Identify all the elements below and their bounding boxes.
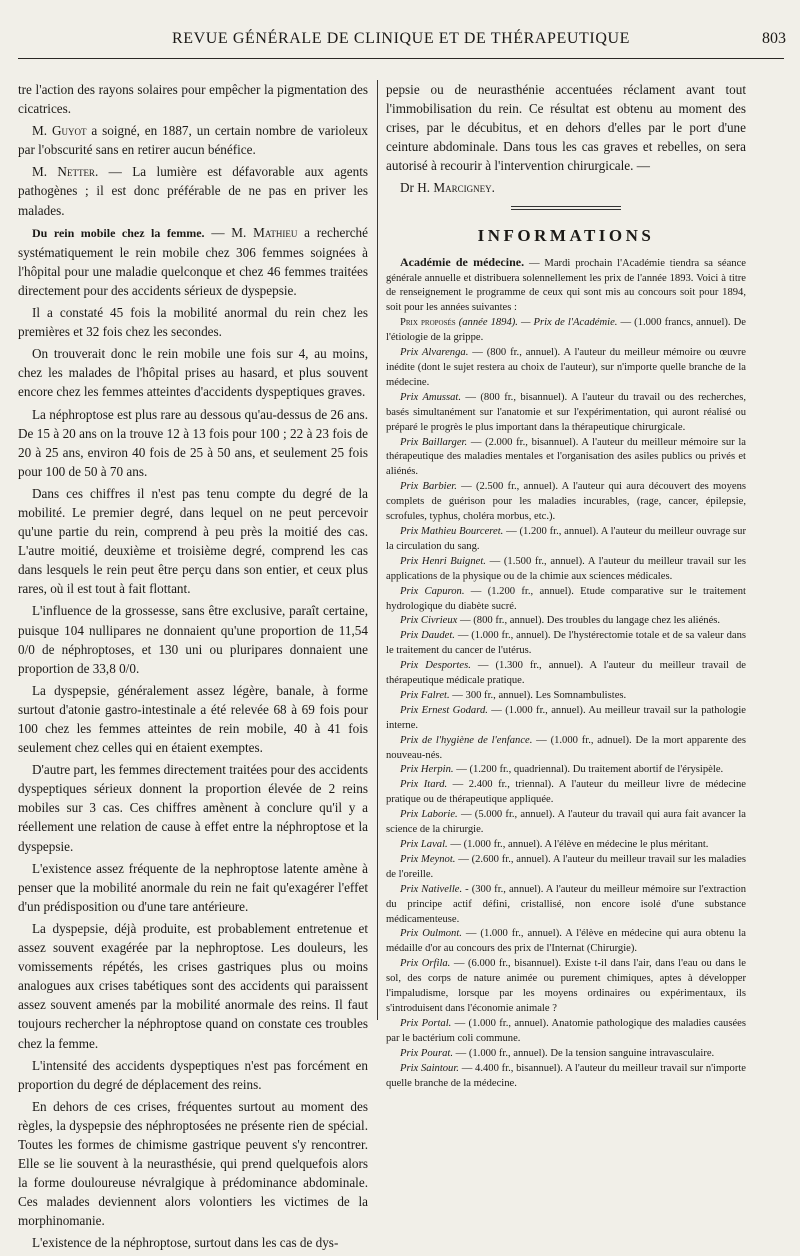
prize-name: Prix Mathieu Bourceret. <box>400 525 504 537</box>
section-lead: Du rein mobile chez la femme. <box>32 225 205 240</box>
paragraph <box>18 121 368 159</box>
prize-name: Prix Laborie. <box>400 809 458 821</box>
prize-description: — (1.000 fr., annuel). De la tension sanguine intravasculaire. <box>452 1047 715 1059</box>
prize-description: — (1.000 fr., annuel). A l'élève en médecine le plus méritant. <box>447 839 709 850</box>
prize-description: — (1.300 fr., annuel). A l'auteur du meilleur travail de thérapeutique médicale pratique. <box>386 660 746 687</box>
text: — La lumière est défavorable aux agents pathogènes ; il est donc préférable de ne pas en priver les malades. <box>18 164 368 218</box>
prize-description: — (1.000 fr., annuel). De l'hystérectomie totale et de sa valeur dans le traitement du cancer de l'utérus. <box>386 630 746 657</box>
prize-name: Prix Portal. <box>400 1017 452 1029</box>
prize-name: Prix Amussat. <box>400 391 461 403</box>
prize-name: Prix Alvarenga. <box>400 347 469 359</box>
prize-name: Prix Henri Buignet. <box>400 555 486 567</box>
prize-entry <box>386 391 746 436</box>
prize-description: — (2.500 fr., annuel). A l'auteur qui aura découvert des moyens complets de guérison pour les maladies incurables, (rage, cancer, épilepsie, scrofules, typhus, choléra morbus, etc.). <box>386 481 746 523</box>
prize-name: Prix Nativelle. <box>400 883 463 895</box>
prize-name: Prix Orfila. <box>400 958 451 970</box>
prize-entry <box>386 838 746 853</box>
paragraph: L'existence assez fréquente de la nephroptose latente amène à penser que la mobilité anormale du rein ne fait qu'exagérer l'effet d'un prédisposition ou d'une tare antérieure. <box>18 860 368 914</box>
paragraph: La dyspepsie, généralement assez légère, banale, à forme surtout d'atonie gastro-intestinale a été relevée 68 à 69 fois pour 100 chez les femmes atteintes de rein mobile, 40 à 41 fois seulement chez celles qui en étaient exemptes. <box>18 682 368 756</box>
prize-name: Prix Baillarger. <box>400 436 468 448</box>
journal-title: REVUE GÉNÉRALE DE CLINIQUE ET DE THÉRAPEUTIQUE <box>171 30 631 47</box>
left-column <box>18 80 368 1256</box>
prize-entry <box>386 927 746 957</box>
prize-description: — (2.600 fr., annuel). A l'auteur du meilleur travail sur les maladies de l'oreille. <box>386 853 746 880</box>
paragraph: On trouverait donc le rein mobile une fois sur 4, au moins, chez les malades de l'hôpital prises au hasard, et plus souvent encore chez les femmes atteintes d'accidents dyspeptiques graves. <box>18 346 368 400</box>
section-lead: Académie de médecine. <box>400 254 525 269</box>
prize-entry <box>386 436 746 481</box>
prize-name: Prix Falret. <box>400 689 450 701</box>
text: a soigné, en 1887, un certain nombre de varioleux par l'obscurité sans en retirer aucun bénéfice. <box>18 123 368 158</box>
separator-rule <box>511 206 621 210</box>
right-column <box>386 80 746 1091</box>
prize-description: — (800 fr., annuel). A l'auteur du meilleur mémoire ou œuvre inédite (dont le sujet restera au choix de l'auteur), sur n'importe quelle branche de la médecine. <box>386 347 746 388</box>
prize-description: — 4.400 fr., bisannuel). A l'auteur du meilleur travail sur n'importe quelle branche de la médecine. <box>386 1062 746 1089</box>
prize-entry <box>386 763 746 778</box>
paragraph: La dyspepsie, déjà produite, est probablement entretenue et assez souvent exagérée par la nephroptose. Les douleurs, les vomissements répétés, les crises gastriques plus ou moins analogues aux crises tabétiques sont des accidents qui paraissent assez souvent amenés par la mobilité anormale des reins. Il faut toujours rechercher la néphroptose quand on constate ces troubles chez la femme. <box>18 920 368 1051</box>
paragraph: L'intensité des accidents dyspeptiques n'est pas forcément en proportion du degré de déplacement des reins. <box>18 1057 368 1092</box>
page-number: 803 <box>762 30 786 47</box>
running-header <box>16 30 786 50</box>
paragraph <box>18 223 368 300</box>
prize-entry <box>386 555 746 585</box>
prize-subtitle: (année 1894). — Prix de l'Académie. <box>455 317 618 329</box>
text: — M. <box>204 224 254 240</box>
prize-name: Prix Meynot. <box>400 853 456 865</box>
prize-name: Prix Itard. <box>400 779 448 791</box>
prize-entry <box>386 1017 746 1047</box>
prize-entry <box>386 734 746 764</box>
prize-description: — (1.200 fr., quadriennal). Du traitement abortif de l'érysipèle. <box>453 764 724 776</box>
prize-description: — (1.000 fr., annuel). Anatomie pathologique des maladies causées par le bactérium coli commune. <box>386 1017 746 1044</box>
text: M. <box>32 123 52 139</box>
paragraph: D'autre part, les femmes directement traitées pour des accidents dyspeptiques sérieux donnent la proportion élevée de 2 reins mobiles sur 3 cas. Ces chiffres amènent à conclure qu'il y a réellement une relation de cause à effet entre la néphroptose et la dyspepsie. <box>18 762 368 854</box>
prize-name: Prix Civrieux <box>400 615 458 627</box>
prize-name: Prix Herpin. <box>400 764 454 776</box>
prize-description: — (800 fr., annuel). Des troubles du langage chez les aliénés. <box>457 615 721 627</box>
paragraph: L'influence de la grossesse, sans être exclusive, paraît certaine, puisque 104 nullipares ne donnaient qu'une proportion de 11,54 0/0 de néphroptoses, et 130 uni ou pluripares donnaient une proportion de 33,8 0/0. <box>18 603 368 676</box>
author-name: Marcigney. <box>433 180 495 196</box>
prize-name: Prix Daudet. <box>400 630 455 642</box>
prize-entry <box>386 585 746 615</box>
prize-description: - (300 fr., annuel). A l'auteur du meilleur mémoire sur l'extraction du principe actif défini, cristallisé, non encore isolé d'une substance médicamenteuse. <box>386 883 746 925</box>
prize-list <box>386 316 746 1091</box>
text: Dr H. <box>400 180 434 196</box>
text: M. <box>32 164 58 180</box>
informations-body <box>386 255 746 1092</box>
prize-entry <box>386 778 746 808</box>
text: a recherché systématiquement le rein mobile chez 306 femmes soignées à l'hôpital pour une maladie quelconque et chez 46 femmes traitées directement pour des accidents sérieux de dyspepsie. <box>18 224 369 298</box>
prize-description: — (1.000 fr., adnuel). De la mort apparente des nouveau-nés. <box>386 734 746 761</box>
prize-description: — (1.000 francs, annuel). De l'étiologie de la grippe. <box>386 317 746 344</box>
prize-entry <box>386 346 746 391</box>
prize-description: — 2.400 fr., triennal). A l'auteur du meilleur livre de médecine pratique ou de thérapeutique appliquée. <box>386 779 746 806</box>
paragraph <box>18 162 368 219</box>
column-divider <box>377 80 378 1020</box>
prize-entry <box>386 689 746 704</box>
paragraph: L'existence de la néphroptose, surtout dans les cas de dys- <box>32 1235 339 1251</box>
prize-entry <box>386 525 746 555</box>
prize-description: — (1.200 fr., annuel). Etude comparative sur le traitement hydrologique du diabète sucré. <box>386 585 746 612</box>
prize-entry <box>386 629 746 659</box>
prize-name: Prix Barbier. <box>400 481 457 493</box>
prize-name: Prix Desportes. <box>400 660 471 672</box>
prize-description: — 300 fr., annuel). Les Somnambulistes. <box>449 689 627 701</box>
prize-description: — (5.000 fr., annuel). A l'auteur du travail qui aura fait avancer la science de la chirurgie. <box>386 809 747 836</box>
paragraph: pepsie ou de neurasthénie accentuées réclament avant tout l'immobilisation du rein. Ce résultat est obtenu au moment des crises, par le décubitus, et en dehors d'elles par le port d'une ceinture abdominale. Dans tous les cas graves et rebelles, on sera autorisé à recourir à l'intervention chirurgicale. — <box>386 82 746 174</box>
section-heading: INFORMATIONS <box>477 225 655 245</box>
prize-entry <box>386 1047 746 1062</box>
paragraph: Dans ces chiffres il n'est pas tenu compte du degré de la mobilité. Le premier degré, dans lequel on ne peut percevoir qu'une partie du rein, comprend à peu près la moitié des cas. L'autre moitié, deuxième et troisième degré, comprend les cas dans lesquels le rein peut être perçu dans son entier, et ceux plus rares, où il est tout à fait flottant. <box>18 485 368 597</box>
paragraph: La néphroptose est plus rare au dessous qu'au-dessus de 26 ans. De 15 à 20 ans on la trouve 12 à 13 fois pour 100 ; 22 à 23 fois de 20 à 25 ans, environ 40 fois de 25 à 50 ans, et seulement 25 fois pour 100 de 50 à 70 ans. <box>18 406 368 479</box>
prize-entry <box>386 659 746 689</box>
author-name: Mathieu <box>253 224 298 240</box>
prize-description: — (2.000 fr., bisannuel). A l'auteur du meilleur mémoire sur la thérapeutique des maladies mentales et l'organisation des asiles publics ou privés et aliénés. <box>386 436 747 478</box>
prize-description: — (1.200 fr., annuel). A l'auteur du meilleur ouvrage sur la circulation du sang. <box>386 525 747 552</box>
prize-entry <box>386 808 746 838</box>
header-rule <box>18 58 784 59</box>
prize-entry <box>386 704 746 734</box>
paragraph: Il a constaté 45 fois la mobilité anormal du rein chez les premières et 32 fois chez les secondes. <box>18 305 368 340</box>
paragraph: tre l'action des rayons solaires pour empêcher la pigmentation des cicatrices. <box>18 82 368 117</box>
prize-name: Prix de l'hygiène de l'enfance. <box>400 734 533 746</box>
prize-name: Prix Saintour. <box>400 1062 459 1074</box>
prize-description: — (1.000 fr., annuel). A l'élève en médecine qui aura obtenu la médaille d'or au concours des prix de l'Internat (Chirurgie). <box>386 928 746 955</box>
prize-description: — (800 fr., bisannuel). A l'auteur du travail ou des recherches, basés simultanément sur l'anatomie et sur l'expérimentation, qui auront réalisé ou préparé le progrès le plus important dans la thérapeutique chirurgicale. <box>386 391 746 433</box>
prize-entry <box>386 480 746 525</box>
prize-entry <box>386 614 746 629</box>
signature <box>386 178 746 197</box>
prize-name: Prix Laval. <box>400 839 448 850</box>
prize-entry <box>386 957 746 1017</box>
prize-name: Prix Oulmont. <box>400 928 462 940</box>
author-name: Guyot <box>51 123 87 139</box>
prize-description: — (1.500 fr., annuel). A l'auteur du meilleur travail sur les applications de la physique ou de la chimie aux sciences médicales. <box>386 555 746 582</box>
prize-entry <box>386 853 746 883</box>
prize-entry <box>386 883 746 928</box>
text: — Mardi prochain l'Académie tiendra sa séance générale annuelle et distribuera solennellement les prix de l'année 1893. Voici à titre de renseignement le programme de ceux qui sont mis au concours soit pour 1894, soit pour les années suivantes : <box>386 257 747 314</box>
author-name: Netter. <box>57 164 99 180</box>
prize-entry <box>386 316 746 346</box>
prize-description: — (1.000 fr., annuel). Au meilleur travail sur la pathologie interne. <box>386 704 746 731</box>
prize-name: Prix Pourat. <box>400 1047 453 1059</box>
prize-name: Prix Capuron. <box>400 585 465 597</box>
prize-name: Prix proposés <box>400 317 456 329</box>
prize-name: Prix Ernest Godard. <box>400 704 488 716</box>
paragraph: En dehors de ces crises, fréquentes surtout au moment des règles, la dyspepsie des néphroptosées ne présente rien de spécial. Toutes les formes de chimisme gastrique peuvent s'y rencontrer. Elle se lie souvent à la neurasthésie, qui prend quelquefois alors la forme douloureuse névralgique à prédominance abdominale. Ces malades deviennent alors volontiers les victimes de la morphinomanie. <box>18 1098 368 1229</box>
paragraph <box>386 255 746 317</box>
prize-description: — (6.000 fr., bisannuel). Existe t-il dans l'air, dans l'eau ou dans le sol, des corps de nature animée ou purement chimiques, aptes à développer l'impaludisme, lorsque par les moyens ordinaires ou expérimentaux, ils s'introduisent dans l'économie animale ? <box>386 958 746 1014</box>
